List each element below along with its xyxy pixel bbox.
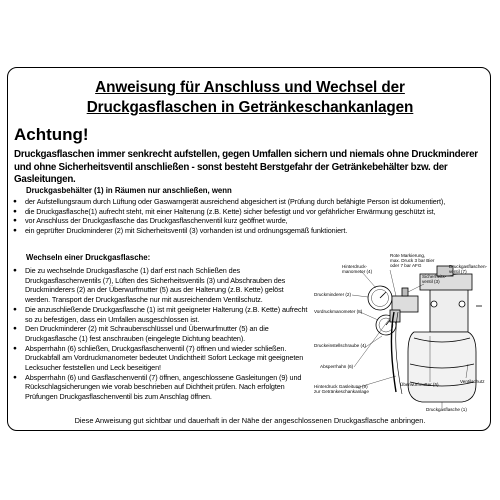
- label-vordruckmanometer: Vordruckmanometer (8): [314, 309, 363, 314]
- list-item: ● die Druckgasflasche(1) aufrecht steht, mit einer Halterung (z.B. Kette) sicher befestigt und vor gefährlicher Erwärmung geschützt ist,: [13, 207, 491, 217]
- label-druckeinstellschraube: Druckeinstellschraube (4): [314, 343, 367, 348]
- label-rote-markierung-1: Rote Markierung,: [390, 253, 426, 258]
- list-item: ● Absperrhahn (6) schließen, Druckgasflaschenventil (7) öffnen und wieder schließen. Druckabfall am Vordruckmanometer bedeutet Undichtheit! Sofort Leckage mit geeigneten Lecksucher feststellen und Leck beseitigen!: [13, 344, 310, 373]
- list-item: ● Den Druckminderer (2) mit Schraubenschlüssel und Überwurfmutter (5) an die Druckgasflasche (1) fest anschrauben (eingelegte Dichtung beachten).: [13, 324, 310, 343]
- label-ueberwurfmutter: Überwurfmutter (5): [400, 382, 439, 387]
- section-2-heading: Wechseln einer Druckgasflasche:: [26, 253, 151, 262]
- list-item: ● ein geprüfter Druckminderer (2) mit Sicherheitsventil (3) vorhanden ist und ordnungsgemäß funktioniert.: [13, 226, 491, 236]
- label-gasleitung-2: zur Getränkeschankanlage: [314, 389, 369, 394]
- gas-cylinder-diagram: [312, 252, 494, 412]
- label-druckminderer: Druckminderer (2): [314, 292, 352, 297]
- section-2-list: [13, 266, 310, 402]
- title-line-2: Druckgasflaschen in Getränkeschankanlagen: [86, 99, 414, 116]
- warning-text: Druckgasflaschen immer senkrecht aufstellen, gegen Umfallen sichern und niemals ohne Druckminderer und ohne Sicherheitsventil anschließen - sonst besteht Berstgefahr der Getränkebehälter bzw. der Gasleitungen.: [14, 149, 478, 185]
- label-rote-markierung-3: oder 7 bar AFG: [390, 263, 422, 268]
- label-ventilschutz: Ventilschutz: [460, 379, 485, 384]
- label-rote-markierung-2: max. Druck 3 bar Bier: [390, 258, 435, 263]
- label-gasleitung-1: Hinterdruck Gasleitung (9): [314, 384, 368, 389]
- label-flaschenventil-2: ventil (7): [449, 269, 467, 274]
- label-sicherheitsventil-2: ventil (3): [422, 279, 440, 284]
- label-hinterdruck-1: Hinterdruck-: [342, 264, 368, 269]
- list-item: ● Absperrhahn (6) und Gasflaschenventil (7) öffnen, angeschlossene Gasleitungen (9) und Rückschlagsicherungen wie vorab beschrieben auf Dichtheit prüfen. Nach erfolgten Prüfungen Druckgasflaschenventil bis zum Anschlag öffnen.: [13, 373, 310, 402]
- section-1-list: [13, 197, 491, 236]
- label-druckgasflasche: Druckgasflasche (1): [426, 407, 467, 412]
- label-hinterdruck-2: manometer (4): [342, 269, 373, 274]
- label-flaschenventil-1: Druckgasflaschen-: [449, 264, 488, 269]
- list-item: ● der Aufstellungsraum durch Lüftung oder Gaswarngerät ausreichend abgesichert ist (Prüfung durch befähigte Person ist dokumentiert),: [13, 197, 491, 207]
- list-item: ● vor Anschluss der Druckgasflasche das Druckgasflaschenventil kurz geöffnet wurde,: [13, 216, 491, 226]
- warning-heading: Achtung!: [14, 125, 89, 144]
- title-line-1: Anweisung für Anschluss und Wechsel der: [95, 79, 405, 96]
- footer-note: Diese Anweisung gut sichtbar und dauerhaft in der Nähe der angeschlossenen Druckgasflasche anbringen.: [74, 416, 426, 425]
- label-absperrhahn: Absperrhahn (6): [320, 364, 354, 369]
- list-item: ● Die zu wechselnde Druckgasflasche (1) darf erst nach Schließen des Druckgasflaschenventils (7), Lüften des Sicherheitsventils (3) und Abschrauben des Druckminderers (2) an der Überwurfmutter (5) aus der Halterung (z.B. Kette) gelöst werden. Transport der Druckgasflasche nur mit ausreichendem Ventilschutz.: [13, 266, 310, 305]
- label-sicherheitsventil-1: Sicherheits-: [422, 274, 447, 279]
- list-item: ● Die anzuschließende Druckgasflasche (1) ist mit geeigneter Halterung (z.B. Kette) aufrecht so zu befestigen, dass ein Umfallen ausgeschlossen ist.: [13, 305, 310, 324]
- section-1-heading: Druckgasbehälter (1) in Räumen nur anschließen, wenn: [26, 186, 232, 195]
